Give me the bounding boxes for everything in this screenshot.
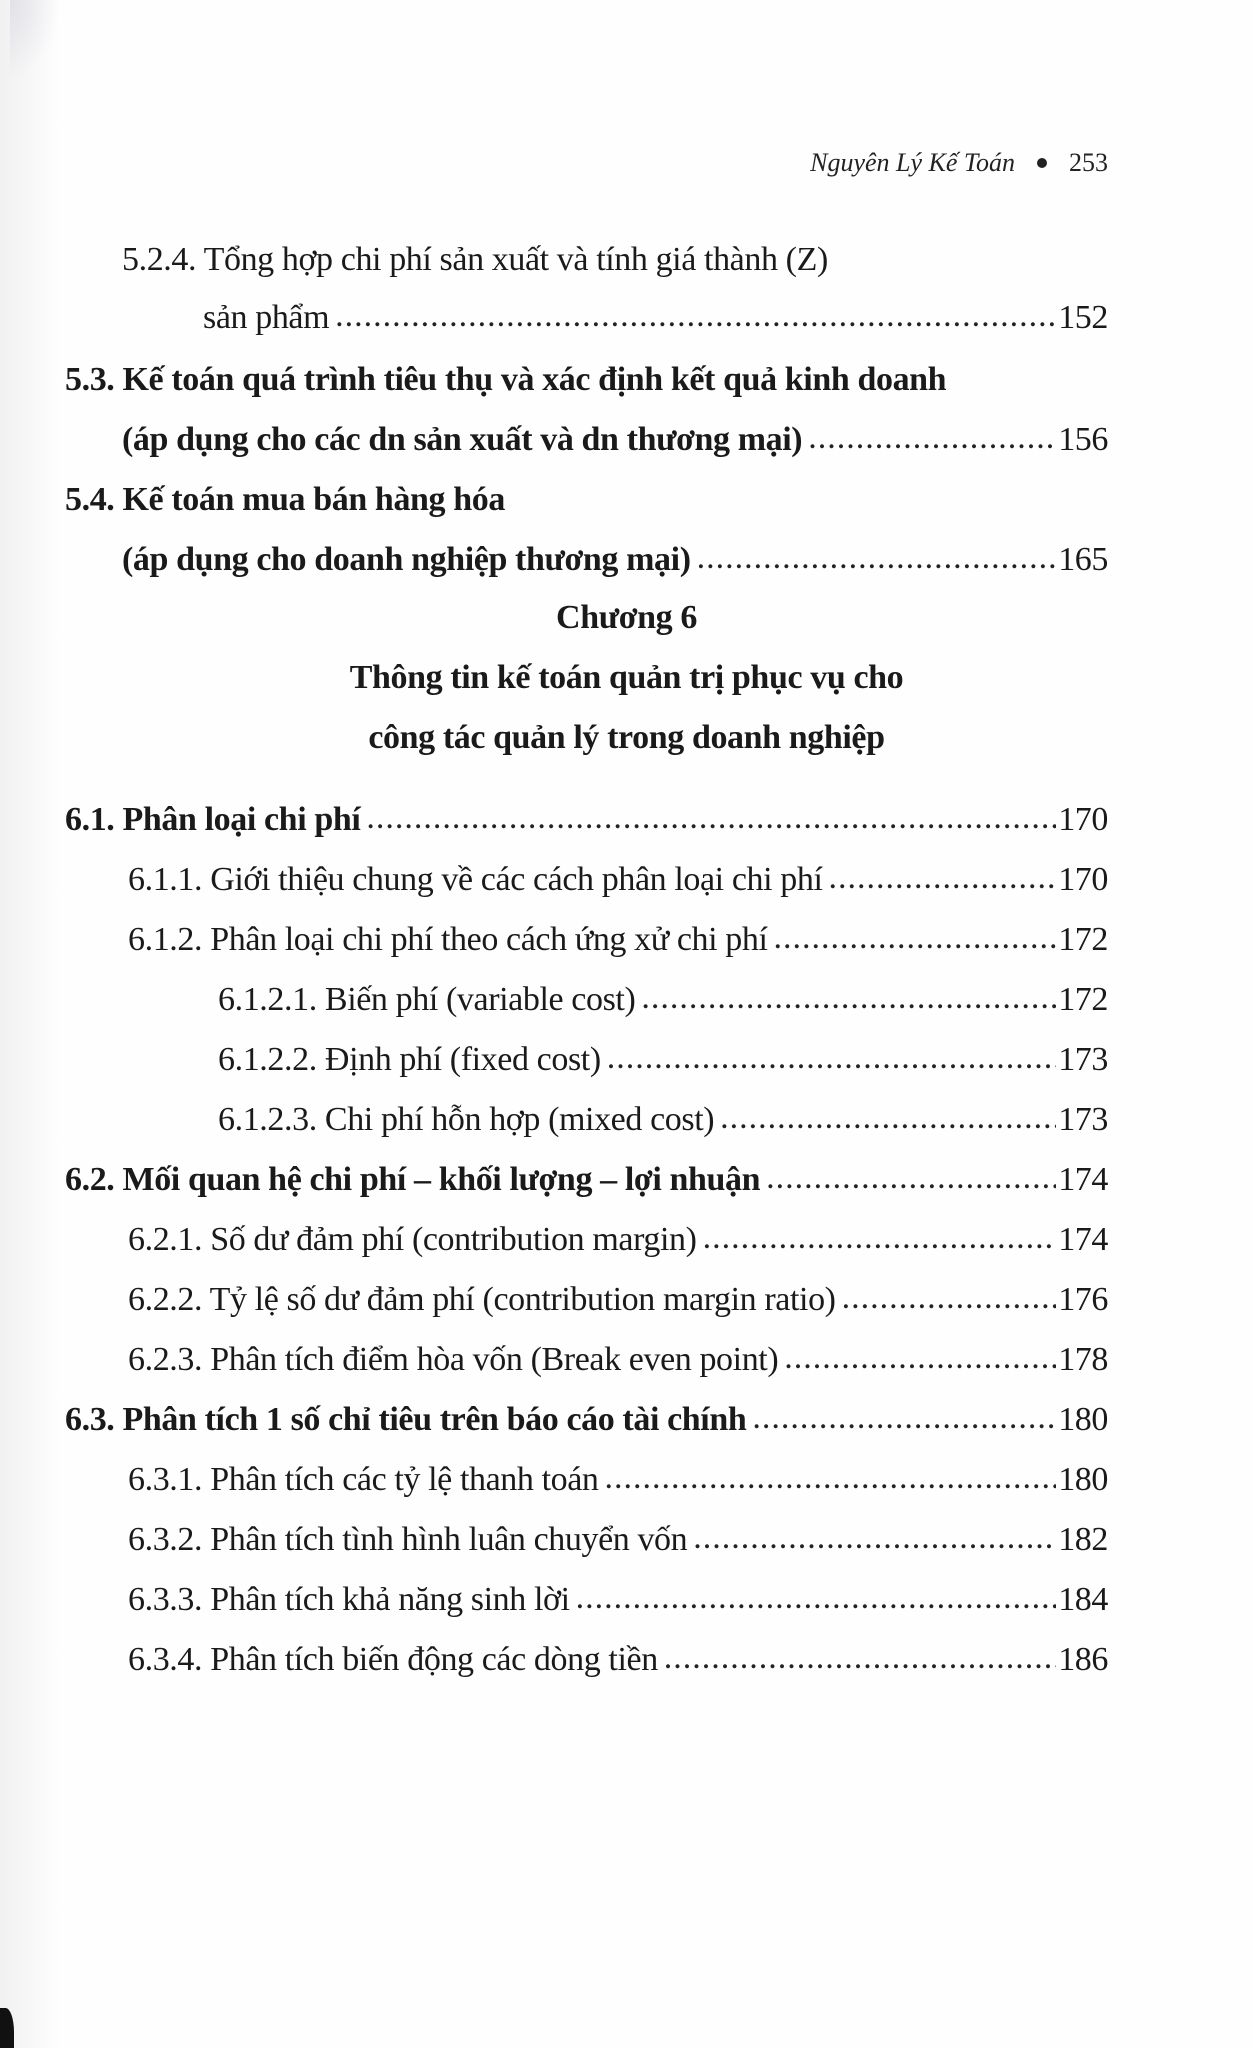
dot-leader bbox=[697, 538, 1057, 578]
entry-title: Chi phí hỗn hợp (mixed cost) bbox=[324, 1101, 715, 1138]
entry-title: Phân tích điểm hòa vốn (Break even point) bbox=[210, 1341, 779, 1378]
toc-entry-6-3-3[interactable] bbox=[128, 1580, 1108, 1620]
dot-leader bbox=[766, 1158, 1056, 1198]
entry-title: Kế toán quá trình tiêu thụ và xác định kết quả kinh doanh bbox=[122, 361, 947, 398]
entry-title: Định phí (fixed cost) bbox=[324, 1041, 601, 1078]
toc-entry-5-4-continuation[interactable] bbox=[122, 540, 1108, 580]
toc-entry-6-2-3[interactable] bbox=[128, 1340, 1108, 1380]
chapter-label: Chương 6 bbox=[556, 599, 697, 636]
entry-page: 174 bbox=[1058, 1161, 1108, 1198]
entry-title: Biến phí (variable cost) bbox=[324, 981, 636, 1018]
entry-page: 165 bbox=[1058, 541, 1108, 578]
entry-title: Phân loại chi phí bbox=[122, 801, 361, 838]
toc-entry-6-1-2-2[interactable] bbox=[218, 1040, 1108, 1080]
dot-leader bbox=[605, 1458, 1057, 1498]
dot-leader bbox=[703, 1218, 1057, 1258]
dot-leader bbox=[752, 1398, 1056, 1438]
entry-number: 6.1. bbox=[65, 801, 115, 838]
entry-page: 180 bbox=[1058, 1401, 1108, 1438]
entry-number: 6.3.4. bbox=[128, 1641, 203, 1678]
toc-entry-6-3[interactable] bbox=[65, 1400, 1108, 1440]
toc-entry-6-3-2[interactable] bbox=[128, 1520, 1108, 1560]
dot-leader bbox=[693, 1518, 1056, 1558]
entry-page: 173 bbox=[1058, 1101, 1108, 1138]
dot-leader bbox=[829, 858, 1057, 898]
entry-title-continuation: (áp dụng cho doanh nghiệp thương mại) bbox=[122, 541, 691, 578]
entry-number: 6.3.1. bbox=[128, 1461, 203, 1498]
entry-page: 178 bbox=[1058, 1341, 1108, 1378]
toc-entry-6-1[interactable] bbox=[65, 800, 1108, 840]
entry-page: 173 bbox=[1058, 1041, 1108, 1078]
toc-entry-6-1-2[interactable] bbox=[128, 920, 1108, 960]
entry-page: 176 bbox=[1058, 1281, 1108, 1318]
toc-entry-6-3-1[interactable] bbox=[128, 1460, 1108, 1500]
entry-number: 6.1.2.2. bbox=[218, 1041, 317, 1078]
entry-title: Số dư đảm phí (contribution margin) bbox=[210, 1221, 697, 1258]
entry-page: 180 bbox=[1058, 1461, 1108, 1498]
page-edge-shadow bbox=[0, 0, 60, 2048]
entry-number: 6.2.3. bbox=[128, 1341, 203, 1378]
toc-entry-5-2-4-continuation[interactable] bbox=[203, 298, 1108, 338]
entry-title: Giới thiệu chung về các cách phân loại chi phí bbox=[210, 861, 823, 898]
dot-leader bbox=[366, 798, 1056, 838]
toc-entry-6-2-1[interactable] bbox=[128, 1220, 1108, 1260]
dot-leader bbox=[842, 1278, 1057, 1318]
toc-entry-6-1-2-3[interactable] bbox=[218, 1100, 1108, 1140]
entry-number: 6.2. bbox=[65, 1161, 115, 1198]
entry-number: 6.2.1. bbox=[128, 1221, 203, 1258]
entry-number: 6.1.2. bbox=[128, 921, 203, 958]
entry-title: Phân tích tình hình luân chuyển vốn bbox=[210, 1521, 688, 1558]
book-title: Nguyên Lý Kế Toán bbox=[810, 148, 1015, 177]
dot-leader bbox=[774, 918, 1057, 958]
entry-number: 6.1.2.3. bbox=[218, 1101, 317, 1138]
entry-page: 152 bbox=[1058, 299, 1108, 336]
entry-number: 6.1.2.1. bbox=[218, 981, 317, 1018]
dot-leader bbox=[641, 978, 1056, 1018]
toc-entry-6-3-4[interactable] bbox=[128, 1640, 1108, 1680]
toc-entry-6-1-2-1[interactable] bbox=[218, 980, 1108, 1020]
toc-entry-6-1-1[interactable] bbox=[128, 860, 1108, 900]
entry-title: Tỷ lệ số dư đảm phí (contribution margin ratio) bbox=[209, 1281, 836, 1318]
toc-entry-5-2-4[interactable] bbox=[122, 240, 828, 280]
bullet-icon bbox=[1037, 158, 1047, 168]
entry-page: 172 bbox=[1058, 921, 1108, 958]
entry-title-continuation: sản phẩm bbox=[203, 299, 330, 336]
page-number: 253 bbox=[1069, 148, 1108, 177]
entry-page: 170 bbox=[1058, 861, 1108, 898]
toc-entry-5-4[interactable] bbox=[65, 480, 505, 520]
dot-leader bbox=[808, 418, 1056, 458]
entry-page: 172 bbox=[1058, 981, 1108, 1018]
dot-leader bbox=[335, 296, 1056, 336]
entry-number: 5.4. bbox=[65, 481, 115, 518]
entry-page: 174 bbox=[1058, 1221, 1108, 1258]
dot-leader bbox=[720, 1098, 1056, 1138]
chapter-title-line-1: Thông tin kế toán quản trị phục vụ cho bbox=[349, 659, 904, 696]
dot-leader bbox=[664, 1638, 1056, 1678]
entry-number: 6.2.2. bbox=[128, 1281, 203, 1318]
entry-page: 182 bbox=[1058, 1521, 1108, 1558]
entry-title: Phân loại chi phí theo cách ứng xử chi phí bbox=[210, 921, 768, 958]
toc-entry-5-3-continuation[interactable] bbox=[122, 420, 1108, 460]
entry-page: 156 bbox=[1058, 421, 1108, 458]
entry-title: Phân tích khả năng sinh lời bbox=[210, 1581, 570, 1618]
entry-title: Mối quan hệ chi phí – khối lượng – lợi nhuận bbox=[122, 1161, 761, 1198]
entry-number: 5.2.4. bbox=[122, 241, 197, 278]
entry-title: Tổng hợp chi phí sản xuất và tính giá thành (Z) bbox=[203, 241, 828, 278]
entry-number: 5.3. bbox=[65, 361, 115, 398]
toc-entry-6-2[interactable] bbox=[65, 1160, 1108, 1200]
entry-page: 184 bbox=[1058, 1581, 1108, 1618]
running-header bbox=[810, 148, 1108, 178]
entry-title: Kế toán mua bán hàng hóa bbox=[122, 481, 505, 518]
entry-number: 6.3.2. bbox=[128, 1521, 203, 1558]
entry-page: 186 bbox=[1058, 1641, 1108, 1678]
entry-page: 170 bbox=[1058, 801, 1108, 838]
toc-entry-5-3[interactable] bbox=[65, 360, 946, 400]
toc-entry-6-2-2[interactable] bbox=[128, 1280, 1108, 1320]
entry-title: Phân tích các tỷ lệ thanh toán bbox=[210, 1461, 599, 1498]
entry-title-continuation: (áp dụng cho các dn sản xuất và dn thương mại) bbox=[122, 421, 803, 458]
dot-leader bbox=[576, 1578, 1057, 1618]
entry-number: 6.3. bbox=[65, 1401, 115, 1438]
chapter-title-line-2: công tác quản lý trong doanh nghiệp bbox=[368, 719, 885, 756]
entry-title: Phân tích 1 số chỉ tiêu trên báo cáo tài chính bbox=[122, 1401, 747, 1438]
entry-number: 6.3.3. bbox=[128, 1581, 203, 1618]
entry-title: Phân tích biến động các dòng tiền bbox=[210, 1641, 658, 1678]
dot-leader bbox=[607, 1038, 1056, 1078]
entry-number: 6.1.1. bbox=[128, 861, 203, 898]
dot-leader bbox=[784, 1338, 1056, 1378]
